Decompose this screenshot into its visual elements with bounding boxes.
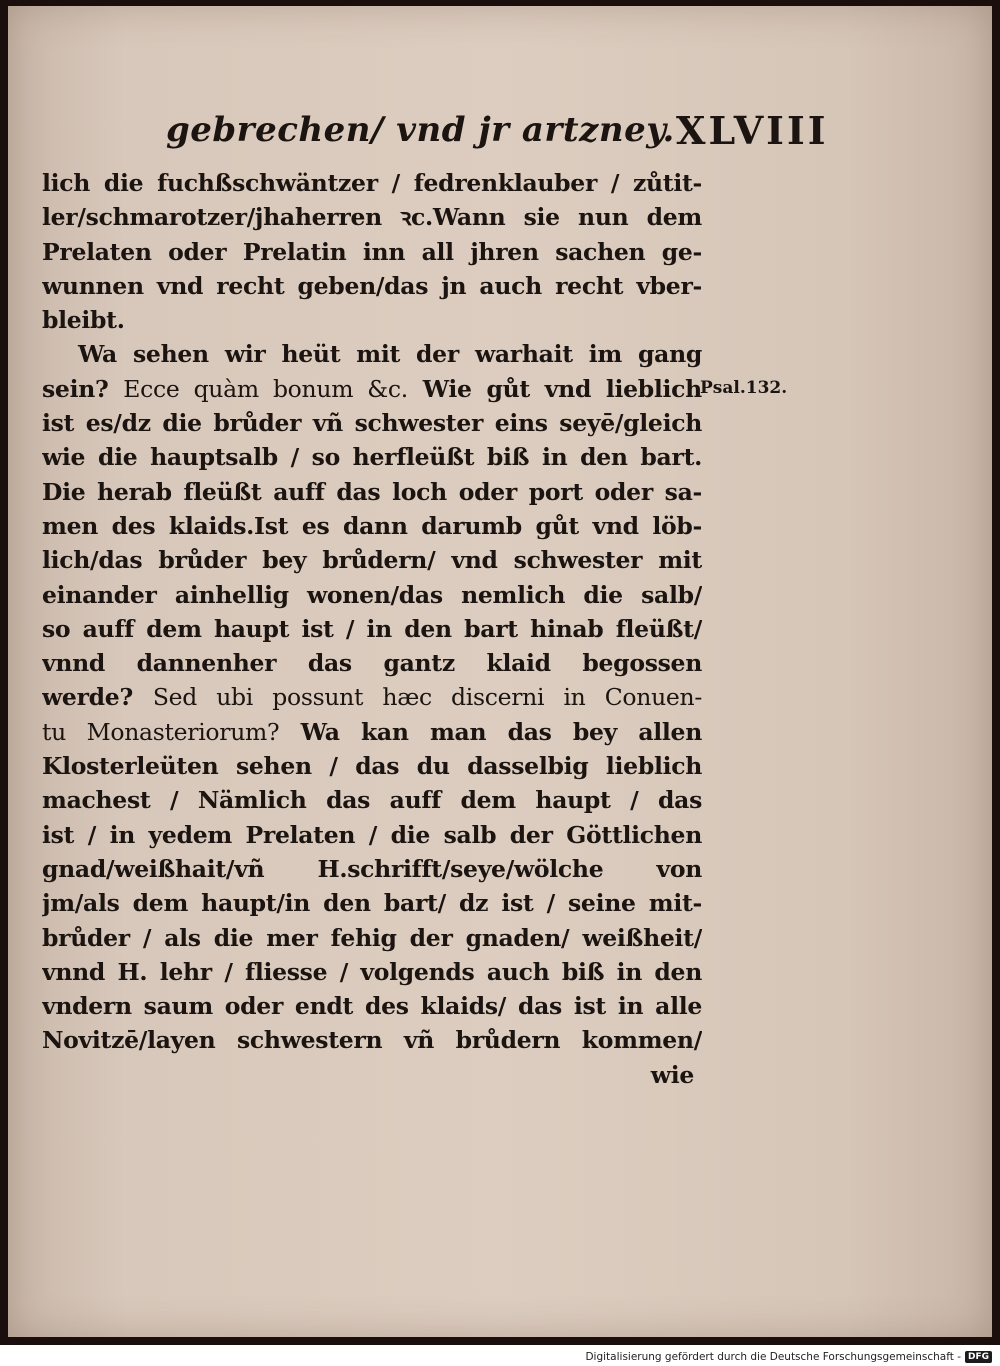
text-fragment: Wie gůt vnd lieblich — [422, 374, 702, 403]
main-text-block — [42, 166, 702, 1092]
text-fragment: Wa kan man das bey allen — [300, 717, 702, 746]
text-line: ler/schmarotzer/jhaherren ꝛc.Wann sie nun dem — [42, 203, 702, 232]
text-line: vnnd dannenher das gantz klaid begossen — [42, 649, 702, 678]
running-head: gebrechen/ vnd jr artzney. — [166, 110, 675, 150]
text-line: Novitzē/layen schwestern vñ brůdern kommen/ — [42, 1026, 702, 1055]
text-line: machest / Nämlich das auff dem haupt / das — [42, 786, 702, 815]
text-line — [42, 372, 702, 406]
text-line: Die herab fleüßt auff das loch oder port oder sa- — [42, 477, 702, 506]
text-line: so auff dem haupt ist / in den bart hinab fleüßt/ — [42, 614, 702, 643]
funding-credit: Digitalisierung gefördert durch die Deutsche Forschungsgemeinschaft - — [585, 1351, 961, 1363]
text-line: ist es/dz die brůder vñ schwester eins seyē/gleich — [42, 409, 702, 438]
text-line: men des klaids.Ist es dann darumb gůt vnd löb- — [42, 511, 702, 540]
folio-number: XLVIII — [676, 108, 829, 153]
text-line: einander ainhellig wonen/das nemlich die salb/ — [42, 580, 702, 609]
text-line: vndern saum oder endt des klaids/ das ist in alle — [42, 992, 702, 1021]
latin-quote: tu Monasteriorum? — [42, 717, 280, 746]
text-line: Klosterleüten sehen / das du dasselbig lieblich — [42, 752, 702, 781]
text-line: wunnen vnd recht geben/das jn auch recht vber- — [42, 271, 702, 300]
text-fragment: werde? — [42, 683, 133, 712]
text-line: ist / in yedem Prelaten / die salb der Göttlichen — [42, 820, 702, 849]
book-page — [8, 6, 992, 1337]
text-line: gnad/weißhait/vñ H.schrifft/seye/wölche von — [42, 854, 702, 883]
text-line: wie die hauptsalb / so herfleüßt biß in den bart. — [42, 443, 702, 472]
catchword: wie — [650, 1060, 694, 1089]
text-line: brůder / als die mer fehig der gnaden/ weißheit/ — [42, 923, 702, 952]
text-line: jm/als dem haupt/in den bart/ dz ist / seine mit- — [42, 889, 702, 918]
page-header — [166, 104, 846, 164]
dfg-logo: DFG — [965, 1351, 992, 1363]
text-line: lich die fuchßschwäntzer / fedrenklauber / zůtit- — [42, 169, 702, 197]
text-line: Wa sehen wir heüt mit der warhait im gang — [78, 340, 702, 369]
text-line: lich/das brůder bey brůdern/ vnd schwester mit — [42, 546, 702, 575]
text-line: vnnd H. lehr / fliesse / volgends auch biß in den — [42, 957, 702, 986]
text-line — [42, 715, 702, 749]
latin-quote: Sed ubi possunt hæc discerni in Conuen- — [152, 683, 702, 712]
text-line: bleibt. — [42, 306, 125, 335]
digitization-footer — [585, 1349, 992, 1365]
text-fragment: sein? — [42, 374, 109, 403]
text-line — [42, 680, 702, 714]
marginal-note: Psal.132. — [700, 378, 788, 398]
latin-quote: Ecce quàm bonum &c. — [123, 374, 408, 403]
text-line: Prelaten oder Prelatin inn all jhren sachen ge- — [42, 237, 702, 266]
